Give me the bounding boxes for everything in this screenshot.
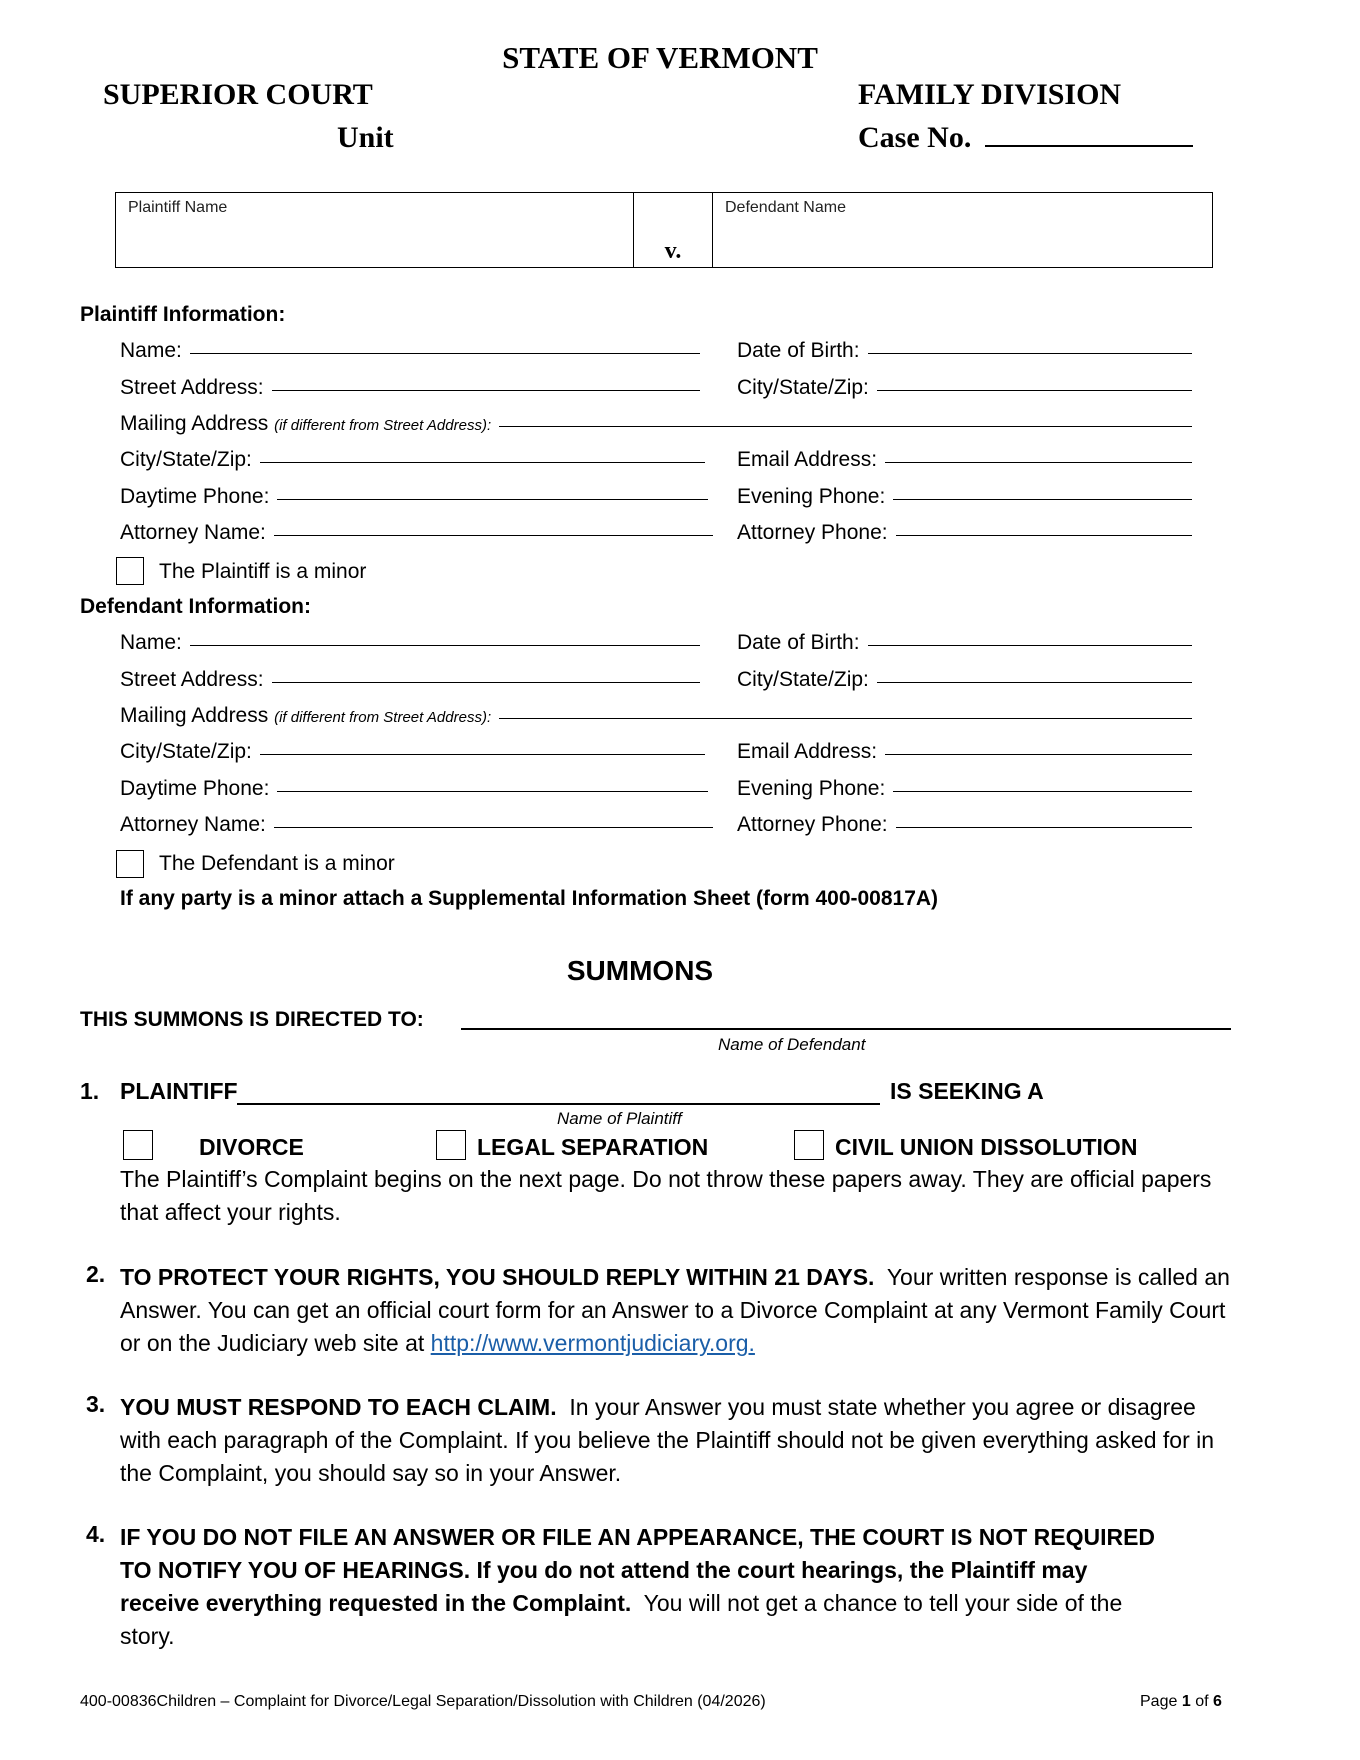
plaintiff-attorney-field[interactable] [120,521,713,545]
state-title: STATE OF VERMONT [502,40,818,75]
summons-title: SUMMONS [566,955,714,986]
defendant-dob-field[interactable] [737,631,1192,655]
legal-separation-label: LEGAL SEPARATION [477,1134,709,1160]
court-name: SUPERIOR COURT [103,78,373,111]
defendant-mailing-city-field[interactable] [120,740,705,764]
plaintiff-street-field[interactable] [120,376,700,400]
versus-cell [634,193,713,267]
field-label: Mailing Address [120,412,269,435]
plaintiff-minor-checkbox[interactable] [116,557,144,585]
minor-supplemental-note: If any party is a minor attach a Supplemental Information Sheet (form 400-00817A) [120,887,939,910]
defendant-name-cell[interactable] [713,193,1211,267]
item-3-number: 3. [86,1391,106,1417]
page-number [1140,1693,1222,1711]
defendant-mailing-field[interactable] [120,704,1192,728]
plaintiff-name-cell[interactable] [116,193,634,267]
item-3-heading: YOU MUST RESPOND TO EACH CLAIM. [120,1394,557,1420]
defendant-info-heading: Defendant Information: [80,595,311,618]
field-label: Attorney Name: [120,521,266,544]
field-label: City/State/Zip: [737,376,869,399]
defendant-attorney-phone-field[interactable] [737,813,1192,837]
item-2-heading: TO PROTECT YOUR RIGHTS, YOU SHOULD REPLY WITHIN 21 DAYS. [120,1264,875,1290]
field-label: Evening Phone: [737,777,886,800]
field-note: (if different from Street Address): [274,417,492,434]
page-prefix: Page [1140,1693,1178,1710]
case-number-label: Case No. [858,121,972,154]
item-4-number: 4. [86,1521,106,1547]
case-number [858,121,1193,155]
plaintiff-attorney-phone-field[interactable] [737,521,1192,545]
seeking-label: IS SEEKING A [890,1078,1044,1104]
divorce-label: DIVORCE [199,1134,304,1160]
field-label: Date of Birth: [737,631,860,654]
page-of: of [1195,1693,1209,1710]
field-label: Attorney Phone: [737,813,888,836]
field-label: Street Address: [120,668,264,691]
defendant-minor-checkbox[interactable] [116,850,144,878]
item-1-text: The Plaintiff’s Complaint begins on the next page. Do not throw these papers away. They are official papers that affect your rights. [120,1166,1212,1225]
case-number-field[interactable] [985,145,1193,147]
legal-separation-checkbox[interactable] [436,1130,466,1160]
page-current: 1 [1181,1693,1191,1710]
defendant-name-field[interactable] [120,631,700,655]
field-label: City/State/Zip: [737,668,869,691]
defendant-name-line[interactable] [461,1028,1231,1030]
field-label: Daytime Phone: [120,485,270,508]
plaintiff-email-field[interactable] [737,448,1192,472]
item-2-text: Your written response is called an Answer. You can get an official court form for an Answer to a Divorce Complaint at any Vermont Family Court or on the Judiciary web site at [120,1264,1230,1356]
name-of-defendant-caption: Name of Defendant [718,1035,866,1054]
plaintiff-name-field[interactable] [120,339,700,363]
field-label: Mailing Address [120,704,269,727]
field-label: Name: [120,631,182,654]
field-label: Attorney Name: [120,813,266,836]
defendant-day-phone-field[interactable] [120,777,708,801]
item-1-number: 1. [80,1078,100,1104]
plaintiff-city-field[interactable] [737,376,1192,400]
field-label: Attorney Phone: [737,521,888,544]
plaintiff-mailing-city-field[interactable] [120,448,705,472]
plaintiff-day-phone-field[interactable] [120,485,708,509]
plaintiff-label: PLAINTIFF [120,1078,238,1104]
summons-directed-to: THIS SUMMONS IS DIRECTED TO: [80,1008,424,1031]
form-id: 400-00836Children – Complaint for Divorce/Legal Separation/Dissolution with Children (04/2026) [80,1693,766,1710]
defendant-minor-label: The Defendant is a minor [159,852,395,875]
defendant-eve-phone-field[interactable] [737,777,1192,801]
division-name: FAMILY DIVISION [858,78,1122,111]
field-note: (if different from Street Address): [274,709,492,726]
case-caption [115,192,1213,268]
civil-union-checkbox[interactable] [794,1130,824,1160]
field-label: Date of Birth: [737,339,860,362]
name-of-plaintiff-caption: Name of Plaintiff [557,1109,682,1128]
defendant-name-label: Defendant Name [725,199,846,216]
plaintiff-name-line[interactable] [237,1103,880,1105]
item-3-paragraph [120,1391,1230,1490]
field-label: Daytime Phone: [120,777,270,800]
field-label: Email Address: [737,740,878,763]
field-label: City/State/Zip: [120,740,252,763]
divorce-checkbox[interactable] [123,1130,153,1160]
page-total: 6 [1212,1693,1222,1710]
field-label: Evening Phone: [737,485,886,508]
plaintiff-info-heading: Plaintiff Information: [80,303,286,326]
plaintiff-dob-field[interactable] [737,339,1192,363]
defendant-email-field[interactable] [737,740,1192,764]
field-label: Street Address: [120,376,264,399]
item-4-paragraph [120,1521,1170,1653]
civil-union-label: CIVIL UNION DISSOLUTION [835,1134,1138,1160]
field-label: City/State/Zip: [120,448,252,471]
defendant-city-field[interactable] [737,668,1192,692]
item-2-paragraph [120,1261,1230,1360]
judiciary-website-link[interactable]: http://www.vermontjudiciary.org. [430,1330,755,1356]
unit-label: Unit [337,121,394,154]
item-4-text: You will not get a chance to tell your side of the story. [120,1590,1123,1649]
field-label: Email Address: [737,448,878,471]
field-label: Name: [120,339,182,362]
plaintiff-minor-label: The Plaintiff is a minor [159,560,367,583]
defendant-attorney-field[interactable] [120,813,713,837]
item-4-heading: IF YOU DO NOT FILE AN ANSWER OR FILE AN APPEARANCE, THE COURT IS NOT REQUIRED TO NOTIFY YOU OF HEARINGS. If you do not attend the court hearings, the Plaintiff may receive everything requested in the Complaint. [120,1524,1156,1616]
versus-label: v. [664,238,682,264]
defendant-street-field[interactable] [120,668,700,692]
plaintiff-eve-phone-field[interactable] [737,485,1192,509]
item-2-number: 2. [86,1261,106,1287]
plaintiff-mailing-field[interactable] [120,412,1192,436]
item-3-text: In your Answer you must state whether you agree or disagree with each paragraph of the Complaint. If you believe the Plaintiff should not be given everything asked for in the Complaint, you should say so in your Answer. [120,1394,1215,1486]
plaintiff-name-label: Plaintiff Name [128,199,228,216]
